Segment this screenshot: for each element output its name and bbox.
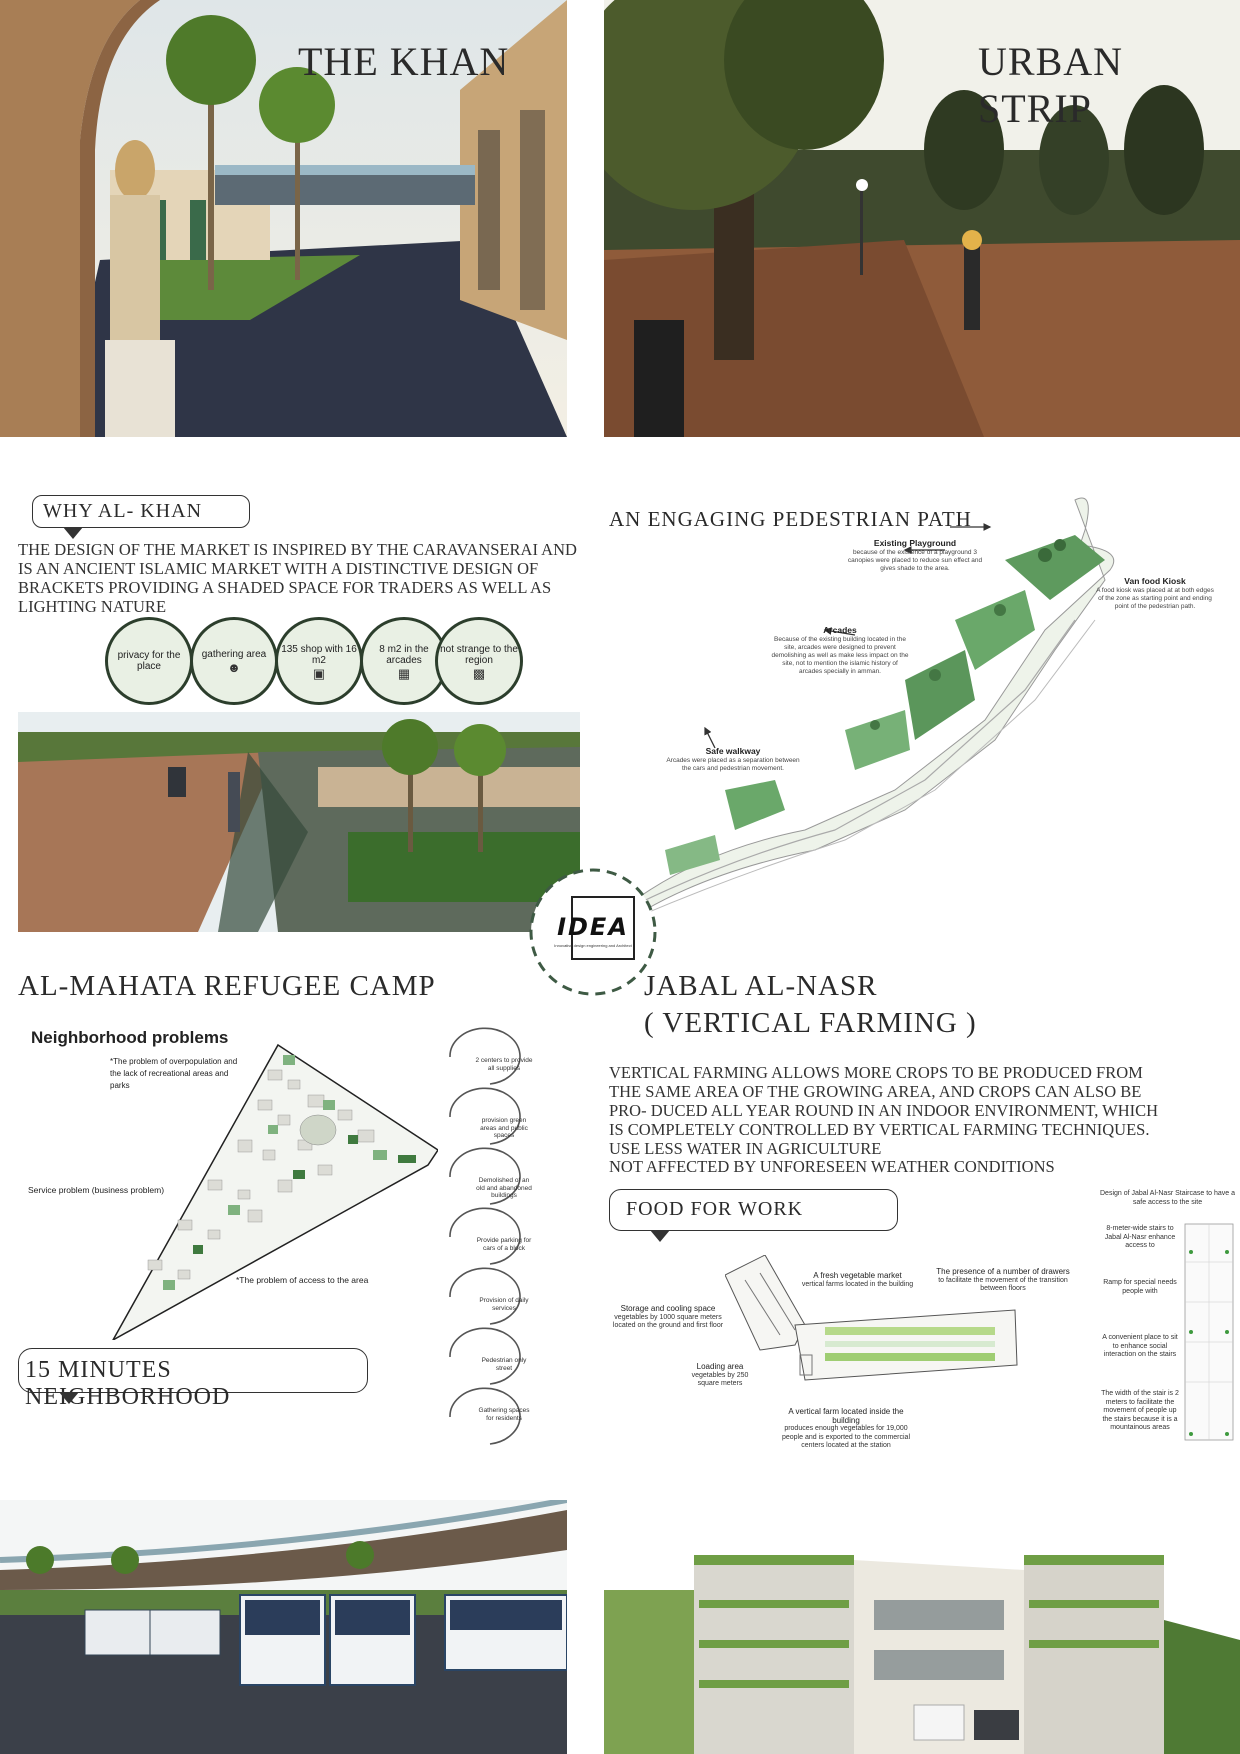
stair-item-2: Ramp for special needs people with (1103, 1279, 1177, 1295)
feature-privacy: privacy for the place (105, 617, 193, 705)
note-arcades: Arcades Because of the existing building located in the site, arcades were designed to prevent demolishing as well as make less impact on the site, not to mention the islamic history of arcades specially in amman. (771, 625, 909, 675)
note-playground: Existing Playground because of the existence of a playground 3 canopies were placed to reduce sun effect and gives shade to the area. (847, 538, 983, 572)
feature-region: not strange to the region ▩ (435, 617, 523, 705)
step-4: Provide parking for cars of a block (476, 1237, 532, 1252)
why-khan-heading-bubble (32, 495, 250, 528)
step-3: Demolished of an old and abandoned buildings (476, 1177, 532, 1199)
stairs-diagram (1183, 1222, 1235, 1442)
bubble-tail-icon (650, 1230, 670, 1242)
khan-render-photo (0, 0, 567, 437)
idea-logo (528, 867, 658, 997)
idea-logo-sub: Innovative design engineering and Architect (554, 943, 632, 948)
jabal-water: USE LESS WATER IN AGRICULTURE (609, 1139, 882, 1158)
note-walkway: Safe walkway Arcades were placed as a separation between the cars and pedestrian movement. (666, 746, 800, 772)
label-drawers: The presence of a number of drawers to facilitate the movement of the transition between floors (936, 1267, 1070, 1292)
step-7: Gathering spaces for residents (478, 1407, 530, 1422)
stair-item-1: 8-meter-wide stairs to Jabal Al-Nasr enhance access to (1104, 1225, 1176, 1249)
shop-icon: ▣ (312, 665, 326, 681)
problems-heading: Neighborhood problems (31, 1028, 229, 1047)
why-khan-heading: WHY AL- KHAN (43, 500, 203, 522)
stair-item-4: The width of the stair is 2 meters to facilitate the movement of people up the stairs because it is a mountainous areas (1101, 1390, 1179, 1431)
problem-overpopulation: *The problem of overpopulation and the lack of recreational areas and parks (110, 1057, 238, 1090)
step-6: Pedestrian only street (481, 1357, 527, 1372)
khan-title: THE KHAN (298, 39, 510, 84)
jabal-subtitle: ( VERTICAL FARMING ) (644, 1007, 977, 1039)
fifteen-minutes-bubble (18, 1348, 368, 1410)
urban-strip-photo (604, 0, 1240, 437)
urban-strip-title: URBAN STRIP (978, 39, 1124, 131)
fifteen-minutes-heading: 15 MINUTES NEIGHBORHOOD (25, 1357, 231, 1410)
label-loading: Loading area vegetables by 250 square meters (691, 1362, 749, 1387)
vertical-farm-render (604, 1500, 1240, 1754)
jabal-text: VERTICAL FARMING ALLOWS MORE CROPS TO BE PRODUCED FROM THE SAME AREA OF THE GROWING AREA, AND CROPS CAN ALSO BE PRO- DUCED ALL YEAR ROUND IN AN INDOOR ENVIRONMENT, WHICH IS COMPLETELY CONTROLLED BY VERTICAL FARMING TECHNIQUES. (609, 1063, 1159, 1139)
jabal-title: JABAL AL-NASR (644, 970, 878, 1002)
feature-gathering: gathering area ☻ (190, 617, 278, 705)
note-kiosk: Van food Kiosk A food kiosk was placed at at both edges of the zone as starting point and ending point of the pedestrian path. (1096, 576, 1214, 610)
path-title: AN ENGAGING PEDESTRIAN PATH (609, 507, 972, 531)
step-2: provision green areas and public spaces (480, 1117, 528, 1139)
idea-logo-text: IDEA (557, 913, 629, 941)
step-5: Provision of daily services (479, 1297, 529, 1312)
bus-station-render (0, 1500, 567, 1754)
problem-access: *The problem of access to the area (236, 1275, 369, 1285)
bridge-render-photo (18, 712, 580, 932)
camp-site-map (108, 1040, 438, 1340)
arcade-icon: ▦ (397, 665, 411, 681)
region-icon: ▩ (472, 665, 486, 681)
camp-title: AL-MAHATA REFUGEE CAMP (18, 970, 436, 1002)
problem-service: Service problem (business problem) (28, 1185, 165, 1195)
jabal-weather: NOT AFFECTED BY UNFORESEEN WEATHER CONDITIONS (609, 1157, 1055, 1176)
stair-item-3: A convenient place to sit to enhance social interaction on the stairs (1102, 1334, 1178, 1358)
bubble-tail-icon (59, 1392, 79, 1404)
gathering-icon: ☻ (227, 660, 241, 675)
stairs-heading: Design of Jabal Al-Nasr Staircase to have a safe access to the site (1100, 1190, 1236, 1206)
step-1: 2 centers to provide all supplies (475, 1057, 533, 1072)
label-vertical-farm: A vertical farm located inside the building produces enough vegetables for 19,000 people and is exported to the commercial centers located at the station (781, 1407, 911, 1449)
label-storage: Storage and cooling space vegetables by 1000 square meters located on the ground and first floor (612, 1304, 724, 1329)
food-for-work-bubble (609, 1189, 898, 1231)
food-for-work-heading: FOOD FOR WORK (626, 1198, 804, 1220)
label-market: A fresh vegetable market vertical farms located in the building (801, 1271, 914, 1288)
why-khan-text: THE DESIGN OF THE MARKET IS INSPIRED BY THE CARAVANSERAI AND IS AN ANCIENT ISLAMIC MARKET WITH A DISTINCTIVE DESIGN OF BRACKETS PROVIDING A SHADED SPACE FOR TRADERS AS WELL AS LIGHTING NATURE (18, 540, 577, 616)
feature-arcades: 8 m2 in the arcades ▦ (360, 617, 448, 705)
feature-shops: 135 shop with 16 m2 ▣ (275, 617, 363, 705)
bubble-tail-icon (63, 527, 83, 539)
